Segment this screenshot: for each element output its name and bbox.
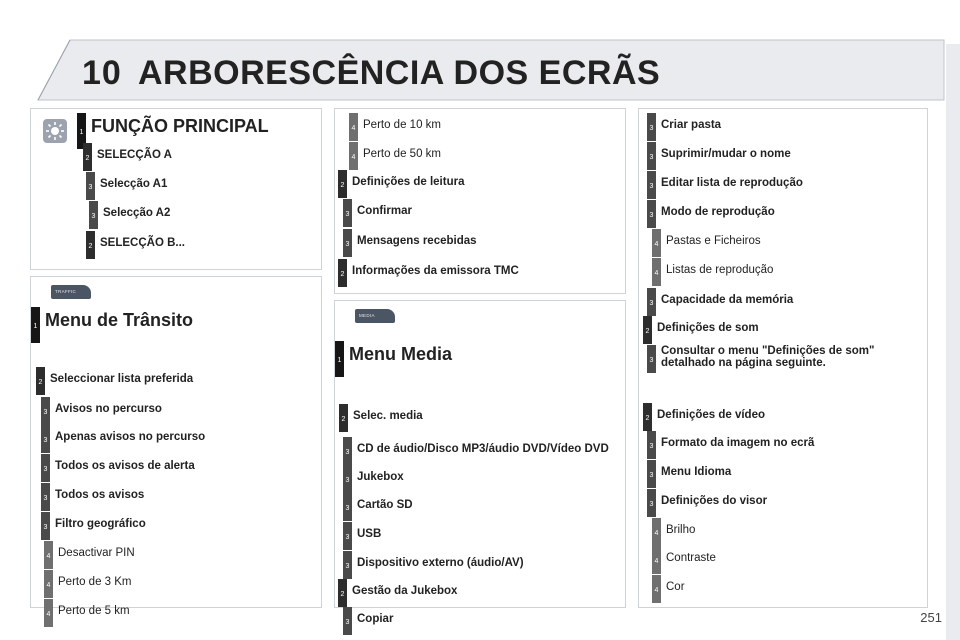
menu-tree-label: Criar pasta <box>661 119 722 131</box>
menu-tree-item <box>31 425 331 453</box>
menu-tree-item <box>639 113 939 141</box>
menu-tree-label: Definições de som <box>657 322 759 334</box>
level-marker: 2 <box>338 579 347 607</box>
menu-tree-label: Perto de 5 km <box>58 605 130 617</box>
level-marker: 3 <box>343 465 352 493</box>
menu-tree-label: Consultar o menu "Definições de som" detalhado na página seguinte. <box>661 345 875 369</box>
menu-tree-label: Menu de Trânsito <box>45 310 194 330</box>
menu-tree-label: Cor <box>666 581 685 593</box>
menu-tree-item <box>639 200 939 228</box>
panel-main-function <box>30 108 322 270</box>
menu-tree-label: Menu Idioma <box>661 466 732 478</box>
menu-tree-label: Definições de leitura <box>352 176 465 188</box>
menu-tree-label: Avisos no percurso <box>55 403 162 415</box>
menu-tree-label: Menu Media <box>349 344 453 364</box>
menu-tree-item <box>31 201 331 229</box>
level-marker: 4 <box>652 258 661 286</box>
media-icon: MEDIA <box>355 309 395 323</box>
menu-tree-label: Gestão da Jukebox <box>352 585 458 597</box>
menu-tree-label: Perto de 3 Km <box>58 576 132 588</box>
level-marker: 4 <box>652 575 661 603</box>
level-marker: 4 <box>44 541 53 569</box>
level-marker: 2 <box>83 143 92 171</box>
level-marker: 3 <box>343 607 352 635</box>
menu-tree-label: Perto de 50 km <box>363 148 441 160</box>
level-marker: 3 <box>343 551 352 579</box>
level-marker: 3 <box>647 489 656 517</box>
menu-tree-item <box>31 454 331 482</box>
level-marker: 3 <box>41 512 50 540</box>
menu-tree-item <box>335 551 635 579</box>
menu-tree-label: CD de áudio/Disco MP3/áudio DVD/Vídeo DVD <box>357 443 609 455</box>
menu-tree-label: Filtro geográfico <box>55 518 146 530</box>
level-marker: 4 <box>349 113 358 141</box>
level-marker: 2 <box>338 170 347 198</box>
menu-tree-label: Todos os avisos <box>55 489 145 501</box>
page-number: 251 <box>920 610 942 625</box>
level-marker: 3 <box>89 201 98 229</box>
menu-tree-item <box>639 288 939 316</box>
menu-tree-label: USB <box>357 528 382 540</box>
menu-tree-item <box>31 599 331 627</box>
menu-tree-label: Selecção A2 <box>103 207 171 219</box>
level-marker: 3 <box>343 437 352 465</box>
menu-tree-item <box>639 258 939 286</box>
menu-tree-item <box>335 579 635 607</box>
chapter-number: 10 <box>82 54 122 92</box>
level-marker: 3 <box>41 425 50 453</box>
menu-tree-item <box>639 229 939 257</box>
menu-tree-label: Jukebox <box>357 471 404 483</box>
menu-tree-label: Listas de reprodução <box>666 264 774 276</box>
level-marker: 4 <box>652 229 661 257</box>
menu-tree-item <box>639 345 939 373</box>
menu-tree-item <box>31 541 331 569</box>
level-marker: 3 <box>41 483 50 511</box>
menu-tree-item <box>335 199 635 227</box>
menu-tree-item <box>335 113 635 141</box>
level-marker: 2 <box>86 231 95 259</box>
menu-tree-item <box>31 307 331 335</box>
menu-tree-label: FUNÇÃO PRINCIPAL <box>91 116 269 136</box>
menu-tree-item <box>639 316 939 344</box>
panel-traffic-menu <box>30 276 322 618</box>
menu-tree-item <box>335 259 635 287</box>
menu-tree-label: SELECÇÃO B... <box>100 237 185 249</box>
menu-tree-item <box>335 404 635 432</box>
level-marker: 4 <box>44 599 53 627</box>
level-marker: 3 <box>343 229 352 257</box>
level-marker: 2 <box>643 316 652 344</box>
menu-tree-item <box>639 171 939 199</box>
menu-tree-label: Pastas e Ficheiros <box>666 235 761 247</box>
level-marker: 2 <box>339 404 348 432</box>
menu-tree-item <box>31 512 331 540</box>
menu-tree-item <box>335 142 635 170</box>
page-edge-strip <box>946 44 960 640</box>
level-marker: 4 <box>349 142 358 170</box>
menu-tree-label: Selec. media <box>353 410 423 422</box>
menu-tree-item <box>31 231 331 259</box>
menu-tree-label: Desactivar PIN <box>58 547 135 559</box>
level-marker: 3 <box>647 113 656 141</box>
menu-tree-label: Mensagens recebidas <box>357 235 477 247</box>
menu-tree-item <box>639 518 939 546</box>
level-marker: 4 <box>652 546 661 574</box>
panel-traffic-continued <box>334 108 626 294</box>
menu-tree-label: Suprimir/mudar o nome <box>661 148 791 160</box>
menu-tree-label: Todos os avisos de alerta <box>55 460 195 472</box>
level-marker: 2 <box>36 367 45 395</box>
menu-tree-label: Definições de vídeo <box>657 409 766 421</box>
level-marker: 4 <box>652 518 661 546</box>
traffic-icon: TRAFFIC <box>51 285 91 299</box>
level-marker: 3 <box>647 200 656 228</box>
menu-tree-label: Selecção A1 <box>100 178 168 190</box>
level-marker: 3 <box>343 522 352 550</box>
menu-tree-item <box>639 546 939 574</box>
menu-tree-item <box>639 489 939 517</box>
menu-tree-label: Apenas avisos no percurso <box>55 431 206 443</box>
menu-tree-item <box>31 143 331 171</box>
menu-tree-label: Seleccionar lista preferida <box>50 373 194 385</box>
level-marker: 2 <box>643 403 652 431</box>
menu-tree-label: Capacidade da memória <box>661 294 794 306</box>
level-marker: 3 <box>647 460 656 488</box>
level-marker: 1 <box>31 307 40 343</box>
menu-tree-label: Editar lista de reprodução <box>661 177 803 189</box>
menu-tree-item <box>335 493 635 521</box>
menu-tree-label: Formato da imagem no ecrã <box>661 437 815 449</box>
panel-media-settings <box>638 108 928 608</box>
menu-tree-item <box>31 172 331 200</box>
menu-tree-label: Perto de 10 km <box>363 119 441 131</box>
menu-tree-label: SELECÇÃO A <box>97 149 172 161</box>
menu-tree-label: Copiar <box>357 613 394 625</box>
menu-tree-item <box>31 483 331 511</box>
level-marker: 3 <box>647 171 656 199</box>
chapter-title: ARBORESCÊNCIA DOS ECRÃS <box>138 54 661 92</box>
menu-tree-item <box>31 113 331 141</box>
menu-tree-label: Modo de reprodução <box>661 206 775 218</box>
level-marker: 3 <box>647 345 656 373</box>
level-marker: 3 <box>343 199 352 227</box>
menu-tree-label: Brilho <box>666 524 696 536</box>
level-marker: 1 <box>335 341 344 377</box>
menu-tree-label: Definições do visor <box>661 495 768 507</box>
menu-tree-item <box>31 570 331 598</box>
menu-tree-item <box>335 465 635 493</box>
menu-tree-item <box>335 341 635 369</box>
menu-tree-item <box>335 229 635 257</box>
level-marker: 3 <box>647 431 656 459</box>
menu-tree-label: Cartão SD <box>357 499 413 511</box>
menu-tree-item <box>639 460 939 488</box>
level-marker: 1 <box>77 113 86 149</box>
panel-media-menu <box>334 300 626 626</box>
menu-tree-label: Informações da emissora TMC <box>352 265 519 277</box>
menu-tree-label: Confirmar <box>357 205 412 217</box>
menu-tree-item <box>335 522 635 550</box>
menu-tree-item <box>639 142 939 170</box>
menu-tree-item <box>335 607 635 635</box>
menu-tree-item <box>639 403 939 431</box>
menu-tree-item <box>31 397 331 425</box>
menu-tree-item <box>335 437 635 465</box>
level-marker: 3 <box>86 172 95 200</box>
level-marker: 3 <box>343 493 352 521</box>
level-marker: 4 <box>44 570 53 598</box>
menu-tree-item <box>639 575 939 603</box>
level-marker: 3 <box>41 397 50 425</box>
menu-tree-label: Contraste <box>666 552 716 564</box>
level-marker: 3 <box>41 454 50 482</box>
level-marker: 2 <box>338 259 347 287</box>
menu-tree-item <box>31 367 331 395</box>
level-marker: 3 <box>647 288 656 316</box>
menu-tree-item <box>639 431 939 459</box>
menu-tree-label: Dispositivo externo (áudio/AV) <box>357 557 524 569</box>
level-marker: 3 <box>647 142 656 170</box>
menu-tree-item <box>335 170 635 198</box>
